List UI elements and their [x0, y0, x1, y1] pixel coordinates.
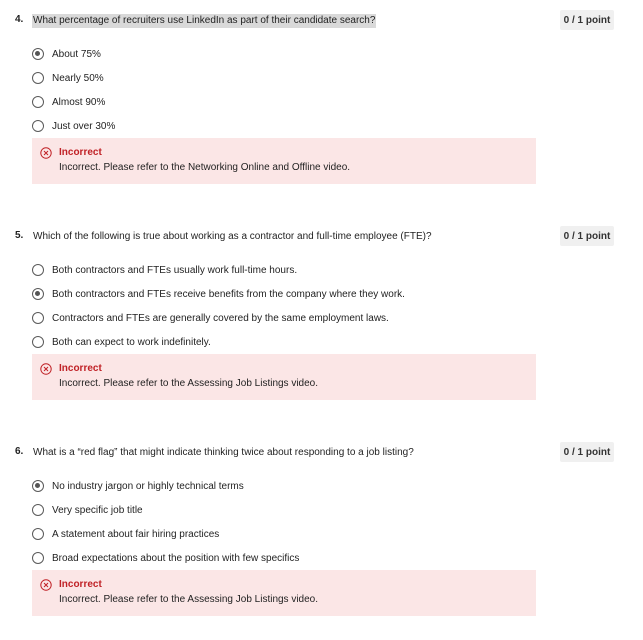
radio-icon[interactable]: [32, 120, 44, 132]
radio-selected-icon[interactable]: [32, 288, 44, 300]
option-label: Almost 90%: [52, 96, 106, 108]
option-radio[interactable]: [32, 90, 115, 114]
feedback-message: Incorrect. Please refer to the Assessing Job Listings video.: [59, 378, 319, 389]
feedback-box: [32, 138, 536, 184]
option-radio[interactable]: [32, 546, 299, 570]
option-radio[interactable]: [32, 258, 405, 282]
question-text: What is a “red flag” that might indicate thinking twice about responding to a job listing?: [33, 447, 414, 458]
radio-icon[interactable]: [32, 336, 44, 348]
option-radio[interactable]: [32, 66, 115, 90]
option-radio[interactable]: [32, 330, 405, 354]
points-badge: 0 / 1 point: [560, 10, 614, 30]
radio-icon[interactable]: [32, 528, 44, 540]
question-number: 4.: [15, 14, 24, 25]
radio-icon[interactable]: [32, 96, 44, 108]
answer-options: [32, 474, 299, 570]
points-badge: 0 / 1 point: [560, 442, 614, 462]
option-radio[interactable]: [32, 282, 405, 306]
option-radio[interactable]: [32, 114, 115, 138]
radio-icon[interactable]: [32, 72, 44, 84]
feedback-title: Incorrect: [59, 363, 102, 374]
question-number: 5.: [15, 230, 24, 241]
option-label: A statement about fair hiring practices: [52, 528, 220, 540]
option-label: Contractors and FTEs are generally covered by the same employment laws.: [52, 312, 389, 324]
option-label: No industry jargon or highly technical terms: [52, 480, 244, 492]
close-circle-icon: [40, 579, 52, 591]
option-radio[interactable]: [32, 522, 299, 546]
feedback-title: Incorrect: [59, 579, 102, 590]
option-label: Very specific job title: [52, 504, 143, 516]
radio-icon[interactable]: [32, 504, 44, 516]
option-radio[interactable]: [32, 498, 299, 522]
question-text: What percentage of recruiters use LinkedIn as part of their candidate search?: [33, 15, 376, 26]
option-label: Both contractors and FTEs receive benefits from the company where they work.: [52, 288, 405, 300]
option-radio[interactable]: [32, 42, 115, 66]
radio-selected-icon[interactable]: [32, 480, 44, 492]
question-text: Which of the following is true about working as a contractor and full-time employee (FTE)?: [33, 231, 432, 242]
feedback-box: [32, 354, 536, 400]
option-radio[interactable]: [32, 306, 405, 330]
answer-options: [32, 258, 405, 354]
feedback-box: [32, 570, 536, 616]
option-label: Both can expect to work indefinitely.: [52, 336, 211, 348]
answer-options: [32, 42, 115, 138]
radio-icon[interactable]: [32, 312, 44, 324]
close-circle-icon: [40, 363, 52, 375]
feedback-message: Incorrect. Please refer to the Assessing Job Listings video.: [59, 594, 319, 605]
feedback-title: Incorrect: [59, 147, 102, 158]
option-radio[interactable]: [32, 474, 299, 498]
close-circle-icon: [40, 147, 52, 159]
radio-icon[interactable]: [32, 552, 44, 564]
feedback-message: Incorrect. Please refer to the Networking Online and Offline video.: [59, 162, 351, 173]
option-label: Both contractors and FTEs usually work full-time hours.: [52, 264, 298, 276]
question-number: 6.: [15, 446, 24, 457]
option-label: Broad expectations about the position with few specifics: [52, 552, 300, 564]
option-label: Just over 30%: [52, 120, 116, 132]
radio-icon[interactable]: [32, 264, 44, 276]
option-label: About 75%: [52, 48, 101, 60]
option-label: Nearly 50%: [52, 72, 104, 84]
points-badge: 0 / 1 point: [560, 226, 614, 246]
radio-selected-icon[interactable]: [32, 48, 44, 60]
